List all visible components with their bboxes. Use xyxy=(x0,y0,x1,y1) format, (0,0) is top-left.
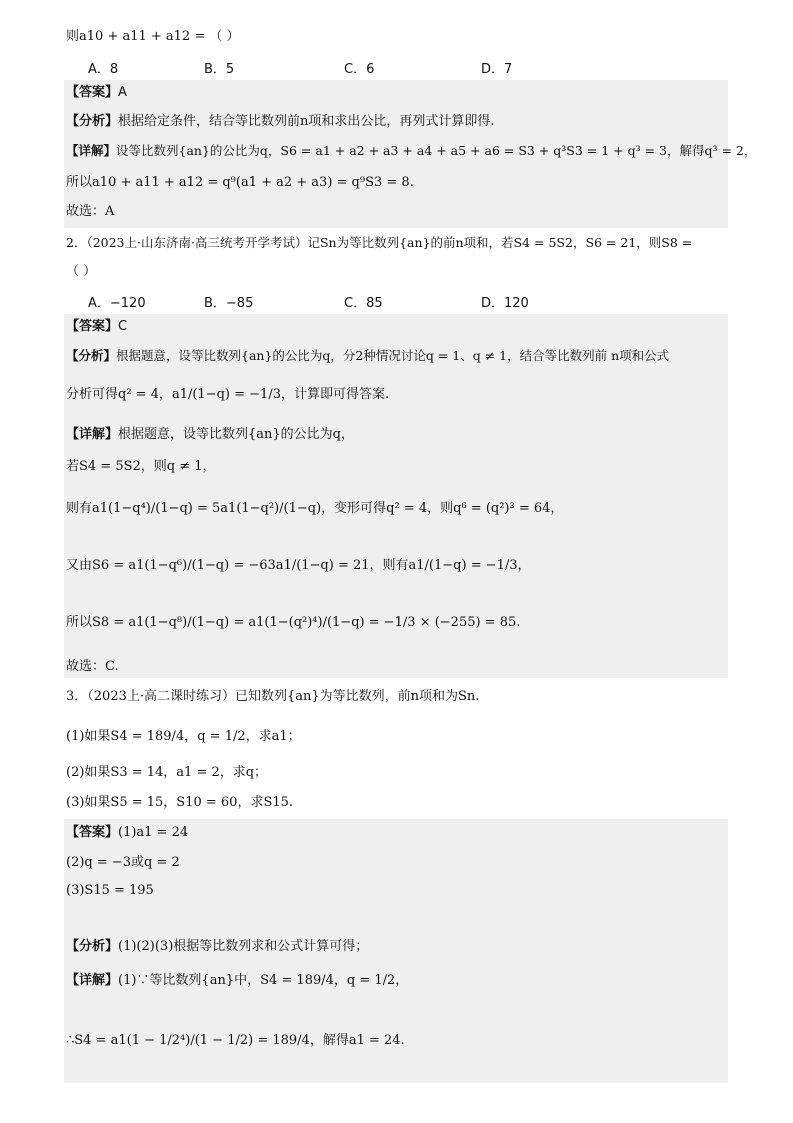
q1-stem-expr: a10 + a11 + a12 = （ ） xyxy=(79,29,240,44)
q2-analysis-1: 【分析】根据题意，设等比数列{an}的公比为q，分2种情况讨论q = 1、q ≠ 1，结合等比数列前 n项和公式 xyxy=(66,348,670,363)
q1-stem: 则a10 + a11 + a12 = （ ） xyxy=(66,29,240,44)
q3-part-3: (3)如果S5 = 15，S10 = 60，求S15. xyxy=(66,795,294,810)
q3-answer-3: (3)S15 = 195 xyxy=(66,883,154,898)
q2-option-d: D．120 xyxy=(481,296,529,311)
q2-option-a: A．−120 xyxy=(88,296,146,311)
q1-answer: 【答案】A xyxy=(66,85,127,100)
q2-answer: 【答案】C xyxy=(66,319,128,334)
q2-detail-5: 所以S8 = a1(1−q⁸)/(1−q) = a1(1−(q²)⁴)/(1−q) = −1/3 × (−255) = 85. xyxy=(66,615,521,630)
q1-option-c: C．6 xyxy=(344,62,375,77)
q1-option-b: B．5 xyxy=(204,62,235,77)
q1-option-a: A．8 xyxy=(88,62,119,77)
q1-conclusion: 故选：A xyxy=(66,204,115,219)
q3-detail-2: ∴S4 = a1(1 − 1/2⁴)/(1 − 1/2) = 189/4，解得a1 = 24. xyxy=(66,1033,405,1048)
q3-answer-2: (2)q = −3或q = 2 xyxy=(66,855,180,870)
q2-analysis-2: 分析可得q² = 4，a1/(1−q) = −1/3，计算即可得答案. xyxy=(66,387,390,402)
q1-detail-2: 所以a10 + a11 + a12 = q⁹(a1 + a2 + a3) = q⁹S3 = 8. xyxy=(66,175,414,190)
q1-option-d: D．7 xyxy=(481,62,513,77)
q2-detail-4: 又由S6 = a1(1−q⁶)/(1−q) = −63a1/(1−q) = 21，则有a1/(1−q) = −1/3， xyxy=(66,558,531,573)
q3-part-2: (2)如果S3 = 14，a1 = 2，求q； xyxy=(66,765,268,780)
q1-analysis: 【分析】根据给定条件，结合等比数列前n项和求出公比，再列式计算即得. xyxy=(66,114,495,129)
q2-option-b: B．−85 xyxy=(204,296,254,311)
q2-conclusion: 故选：C. xyxy=(66,659,119,674)
q2-stem-2: （ ） xyxy=(66,264,97,279)
q1-detail-1: 【详解】设等比数列{an}的公比为q，S6 = a1 + a2 + a3 + a4 + a5 + a6 = S3 + q³S3 = 1 + q³ = 3，解得q³ = 2， xyxy=(66,143,757,158)
q3-part-1: (1)如果S4 = 189/4，q = 1/2，求a1； xyxy=(66,729,301,744)
q2-detail-2: 若S4 = 5S2，则q ≠ 1， xyxy=(66,459,216,474)
q3-stem: 3．（2023上·高二课时练习）已知数列{an}为等比数列，前n项和为Sn. xyxy=(66,689,480,704)
q3-analysis: 【分析】(1)(2)(3)根据等比数列求和公式计算可得； xyxy=(66,939,369,954)
q3-answer-1: 【答案】(1)a1 = 24 xyxy=(66,825,189,840)
q2-stem-1: 2．（2023上·山东济南·高三统考开学考试）记Sn为等比数列{an}的前n项和，若S4 = 5S2，S6 = 21，则S8 = xyxy=(66,235,693,250)
q3-detail-1: 【详解】(1)∵等比数列{an}中，S4 = 189/4，q = 1/2， xyxy=(66,973,409,988)
q2-detail-3: 则有a1(1−q⁴)/(1−q) = 5a1(1−q²)/(1−q)，变形可得q² = 4，则q⁶ = (q²)³ = 64， xyxy=(66,501,564,516)
q2-option-c: C．85 xyxy=(344,296,383,311)
q2-detail-1: 【详解】根据题意，设等比数列{an}的公比为q， xyxy=(66,427,355,442)
